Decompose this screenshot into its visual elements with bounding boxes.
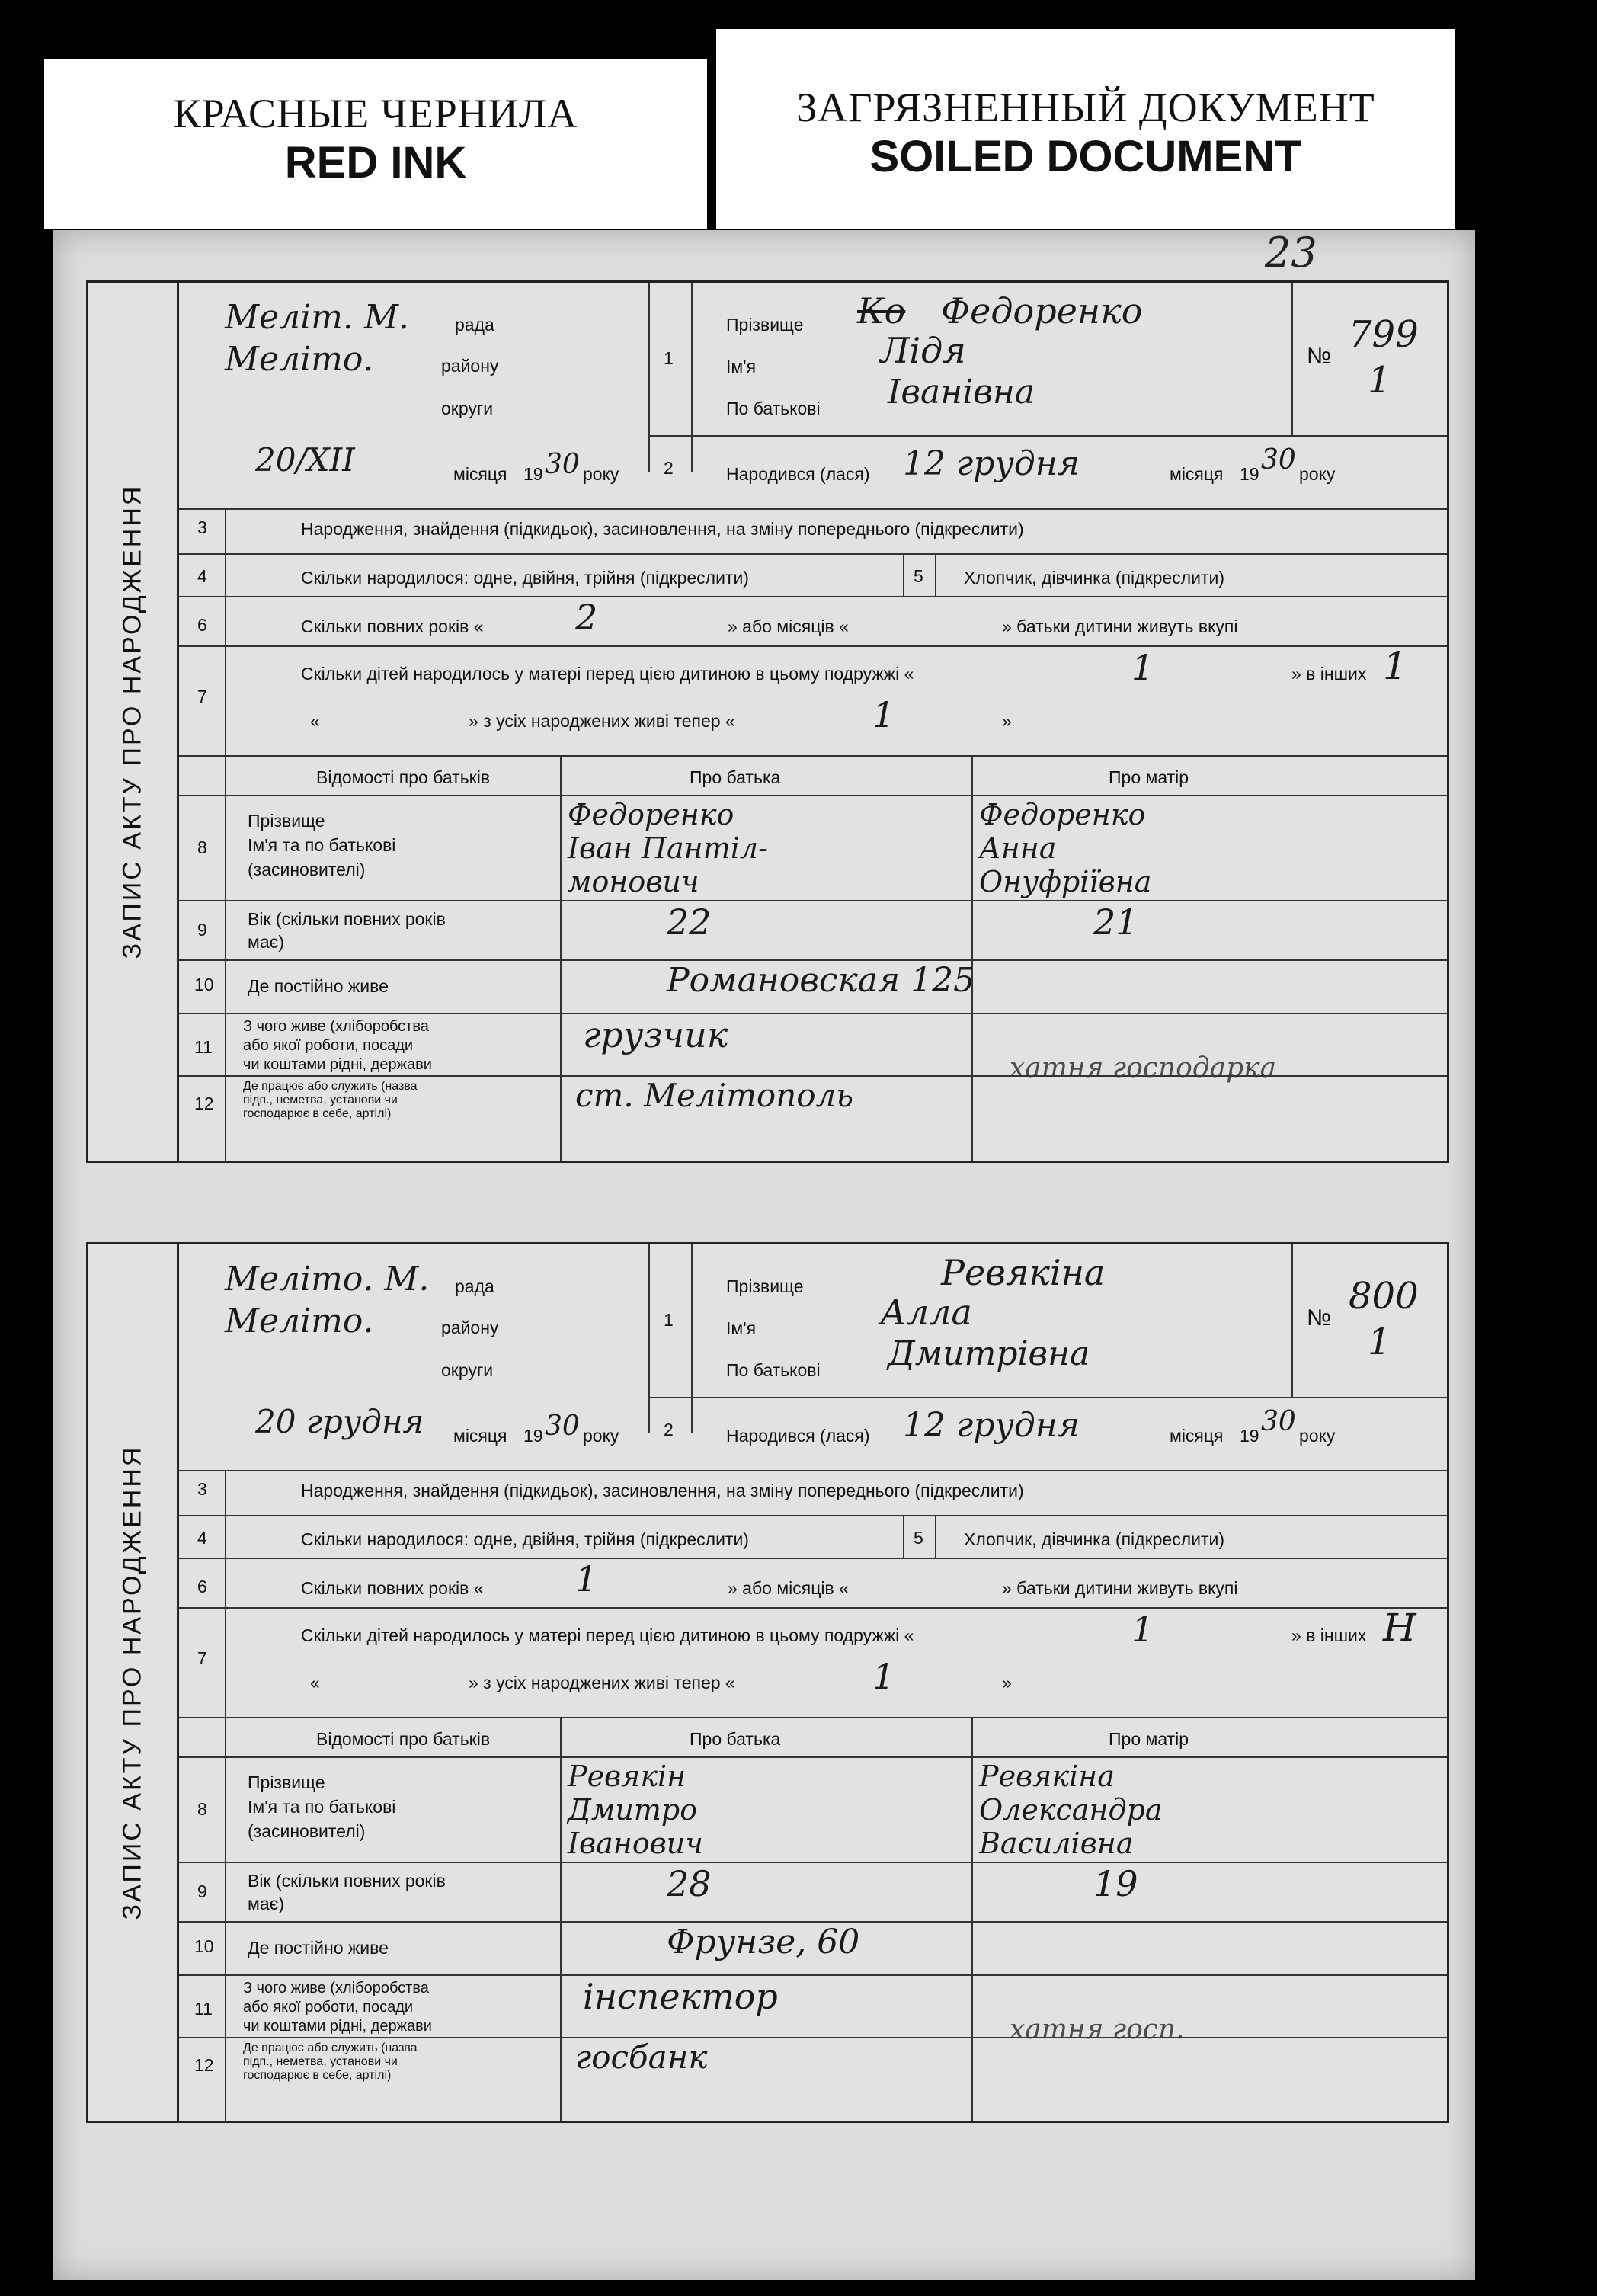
row7-d: » з усіх народжених живі тепер « (469, 711, 735, 731)
row-number: 8 (197, 1799, 207, 1819)
divider (1291, 1244, 1293, 1397)
surname-struck: Ко (857, 290, 906, 331)
surname-label: Прізвище (726, 1276, 804, 1296)
row4-text: Скільки народилося: одне, двійня, трійня (підкреслити) (301, 568, 749, 588)
father-occupation: інспектор (583, 1976, 778, 2017)
mother-name: Ревякіна Олександра Василівна (979, 1760, 1163, 1860)
divider (648, 1244, 650, 1433)
divider (179, 508, 1447, 510)
father-age: 28 (667, 1863, 712, 1904)
divider (560, 755, 562, 1161)
divider (179, 1862, 1447, 1863)
surname-value: Ревякіна (941, 1252, 1106, 1293)
divider (935, 1515, 936, 1558)
mother-occupation: хатня господарка (1010, 1052, 1277, 1084)
row-number: 10 (194, 1936, 214, 1956)
year-prefix: 19 (523, 1426, 543, 1446)
row7-e: » (1002, 711, 1012, 731)
father-work: госбанк (575, 2038, 708, 2076)
row11-label: З чого живе (хліборобства або якої роботи, посади чи коштами рідні, держави (243, 1018, 432, 1073)
reg-year: 30 (545, 1411, 580, 1442)
row-number: 9 (197, 1881, 207, 1901)
year-prefix: 19 (523, 464, 543, 484)
children-before: 1 (1131, 1609, 1154, 1650)
row11-label: З чого живе (хліборобства або якої роботи, посади чи коштами рідні, держави (243, 1980, 432, 2035)
children-alive: 1 (872, 694, 895, 735)
row5-text: Хлопчик, дівчинка (підкреслити) (964, 1529, 1225, 1549)
row-number: 10 (194, 975, 214, 994)
rada-value: Меліт. М. (225, 298, 409, 337)
divider (691, 1244, 693, 1433)
divider (1291, 283, 1293, 435)
row6-c: » батьки дитини живуть вкупі (1002, 616, 1238, 636)
divider (179, 1013, 1447, 1014)
row3-text: Народження, знайдення (підкидьок), засиновлення, на зміну попереднього (підкреслити) (301, 1481, 1024, 1500)
year-prefix-2: 19 (1240, 464, 1259, 484)
red-ink-ru: КРАСНЫЕ ЧЕРНИЛА (173, 91, 578, 136)
divider (971, 755, 973, 1161)
divider (179, 1756, 1447, 1758)
row-number: 1 (664, 1310, 674, 1330)
birth-day: 12 грудня (903, 444, 1080, 483)
vidomosti-header: Відомості про батьків (316, 1729, 491, 1749)
row12-label: Де працює або служить (назва підп., неметва, установи чи господарює в себе, артілі) (243, 2041, 418, 2082)
rayon-label: району (441, 356, 499, 376)
row7-c: « (310, 1673, 320, 1692)
row7-b: » в інших (1291, 1625, 1367, 1645)
act-number: 800 (1349, 1275, 1419, 1318)
row7-c: « (310, 711, 320, 731)
divider (903, 1515, 904, 1558)
rayon-value: Меліто. (225, 1302, 374, 1340)
row-number: 6 (197, 615, 207, 635)
divider (560, 1717, 562, 2121)
okrugy-label: округи (441, 1360, 494, 1380)
birth-act-1 (117, 280, 1449, 1163)
divider (179, 795, 1447, 796)
rada-label: рада (455, 1276, 494, 1296)
side-title-text: ЗАПИС АКТУ ПРО НАРОДЖЕННЯ (117, 484, 147, 959)
row6-b: » або місяців « (728, 1578, 849, 1598)
pro-matir-header: Про матір (1109, 1729, 1189, 1749)
row-number: 7 (197, 1648, 207, 1668)
row12-label: Де працює або служить (назва підп., неметва, установи чи господарює в себе, артілі) (243, 1080, 418, 1120)
misiatsia-label: місяця (453, 1426, 507, 1446)
divider (179, 596, 1447, 597)
birth-year: 30 (1261, 444, 1296, 476)
row7-b: » в інших (1291, 664, 1367, 684)
divider (971, 1717, 973, 2121)
patronymic-value: Дмитрівна (888, 1334, 1090, 1373)
row5-text: Хлопчик, дівчинка (підкреслити) (964, 568, 1225, 588)
residence: Фрунзе, 60 (667, 1923, 860, 1961)
divider (903, 553, 904, 596)
father-name: Федоренко Іван Пантіл- монович (568, 798, 768, 898)
rayon-label: району (441, 1318, 499, 1337)
row8-label: Прізвище Ім'я та по батькові (засиновителі) (248, 811, 396, 879)
side-title (86, 1242, 177, 2123)
row3-text: Народження, знайдення (підкидьок), засиновлення, на зміну попереднього (підкреслити) (301, 519, 1024, 539)
row-number: 3 (197, 517, 207, 537)
divider (179, 645, 1447, 647)
misiatsia-label: місяця (453, 464, 507, 484)
pro-batka-header: Про батька (690, 767, 781, 787)
surname-value: Федоренко (941, 290, 1143, 331)
soiled-document-label-card (716, 29, 1455, 229)
reg-date-value: 20 грудня (255, 1403, 424, 1440)
divider (179, 1717, 1447, 1718)
row-number: 7 (197, 687, 207, 706)
born-label: Народився (лася) (726, 1426, 870, 1446)
pro-batka-header: Про батька (690, 1729, 781, 1749)
row7-d: » з усіх народжених живі тепер « (469, 1673, 735, 1692)
years-together: 2 (575, 597, 598, 638)
row-number: 5 (914, 1528, 923, 1548)
name-label: Ім'я (726, 357, 757, 376)
patronymic-label: По батькові (726, 399, 821, 418)
roku-label: року (583, 464, 619, 484)
red-ink-label-card (44, 59, 707, 229)
other-mark: 1 (1383, 644, 1407, 688)
row6-c: » батьки дитини живуть вкупі (1002, 1578, 1238, 1598)
born-label: Народився (лася) (726, 464, 870, 484)
birth-day: 12 грудня (903, 1406, 1080, 1445)
vidomosti-header: Відомості про батьків (316, 767, 491, 787)
father-occupation: грузчик (583, 1014, 728, 1055)
row7-a: Скільки дітей народилось у матері перед цією дитиною в цьому подружжі « (301, 664, 914, 684)
birth-act-2 (117, 1242, 1449, 2123)
divider (179, 1470, 1447, 1471)
name-label: Ім'я (726, 1318, 757, 1338)
divider (691, 283, 693, 472)
divider (179, 1558, 1447, 1559)
father-work: ст. Мелітополь (575, 1077, 854, 1114)
row-number: 2 (664, 1420, 674, 1439)
rayon-value: Меліто. (225, 340, 374, 379)
number-sign: № (1307, 1305, 1332, 1331)
row10-label: Де постійно живе (248, 1938, 389, 1958)
rada-label: рада (455, 315, 494, 335)
row-number: 11 (194, 1999, 213, 2019)
father-age: 22 (667, 901, 712, 943)
row6-a: Скільки повних років « (301, 616, 484, 636)
divider (179, 2037, 1447, 2038)
divider (179, 1515, 1447, 1516)
divider (648, 1397, 1447, 1398)
reg-date-value: 20/XII (255, 441, 355, 479)
row6-a: Скільки повних років « (301, 1578, 484, 1598)
roku-label: року (583, 1426, 619, 1446)
row-number: 3 (197, 1479, 207, 1499)
side-title (86, 280, 177, 1163)
row-number: 8 (197, 837, 207, 857)
mother-age: 19 (1093, 1863, 1138, 1904)
surname-label: Прізвище (726, 315, 804, 335)
row-number: 12 (194, 2055, 214, 2075)
divider (225, 508, 226, 1161)
divider (648, 283, 650, 472)
year-prefix-2: 19 (1240, 1426, 1259, 1446)
misiatsia-label-2: місяця (1170, 464, 1224, 484)
row-number: 2 (664, 458, 674, 478)
reg-year: 30 (545, 449, 580, 480)
row-number: 6 (197, 1577, 207, 1596)
row7-e: » (1002, 1673, 1012, 1692)
mother-name: Федоренко Анна Онуфріївна (979, 798, 1152, 898)
divider (179, 755, 1447, 757)
act-number-sub: 1 (1368, 1321, 1391, 1363)
soiled-en: SOILED DOCUMENT (869, 132, 1302, 181)
divider (179, 900, 1447, 901)
divider (935, 553, 936, 596)
row-number: 5 (914, 566, 923, 586)
row-number: 1 (664, 348, 674, 368)
residence: Романовская 125 (667, 961, 975, 1000)
act-number: 799 (1349, 313, 1419, 356)
side-title-text: ЗАПИС АКТУ ПРО НАРОДЖЕННЯ (117, 1445, 147, 1920)
red-ink-en: RED INK (284, 138, 467, 187)
children-before: 1 (1131, 647, 1154, 688)
other-mark: Н (1383, 1606, 1416, 1650)
act-number-sub: 1 (1368, 359, 1391, 402)
row9-label: Вік (скільки повних років має) (248, 1871, 446, 1913)
row-number: 11 (194, 1037, 213, 1057)
row9-label: Вік (скільки повних років має) (248, 909, 446, 952)
roku-label-2: року (1299, 464, 1336, 484)
mother-age: 21 (1093, 901, 1138, 943)
row-number: 4 (197, 566, 207, 586)
father-name: Ревякін Дмитро Іванович (568, 1760, 703, 1860)
years-together: 1 (575, 1558, 598, 1600)
name-value: Алла (880, 1292, 972, 1333)
row8-label: Прізвище Ім'я та по батькові (засиновителі) (248, 1772, 396, 1841)
page-number: 23 (1265, 229, 1317, 277)
soiled-ru: ЗАГРЯЗНЕННЫЙ ДОКУМЕНТ (796, 85, 1375, 130)
row7-a: Скільки дітей народилось у матері перед цією дитиною в цьому подружжі « (301, 1625, 914, 1645)
row-number: 4 (197, 1528, 207, 1548)
number-sign: № (1307, 344, 1332, 369)
row-number: 9 (197, 920, 207, 940)
pro-matir-header: Про матір (1109, 767, 1189, 787)
birth-year: 30 (1261, 1406, 1296, 1437)
row6-b: » або місяців « (728, 616, 849, 636)
roku-label-2: року (1299, 1426, 1336, 1446)
divider (179, 1974, 1447, 1976)
okrugy-label: округи (441, 399, 494, 418)
patronymic-label: По батькові (726, 1360, 821, 1380)
patronymic-value: Іванівна (888, 373, 1035, 411)
row-number: 12 (194, 1094, 214, 1113)
children-alive: 1 (872, 1656, 895, 1697)
mother-occupation: хатня госп. (1010, 2014, 1185, 2045)
row10-label: Де постійно живе (248, 976, 389, 996)
divider (225, 1470, 226, 2121)
divider (179, 1607, 1447, 1609)
misiatsia-label-2: місяця (1170, 1426, 1224, 1446)
row4-text: Скільки народилося: одне, двійня, трійня (підкреслити) (301, 1529, 749, 1549)
divider (648, 435, 1447, 437)
rada-value: Меліто. М. (225, 1260, 430, 1299)
divider (179, 553, 1447, 555)
name-value: Лідя (880, 330, 966, 371)
